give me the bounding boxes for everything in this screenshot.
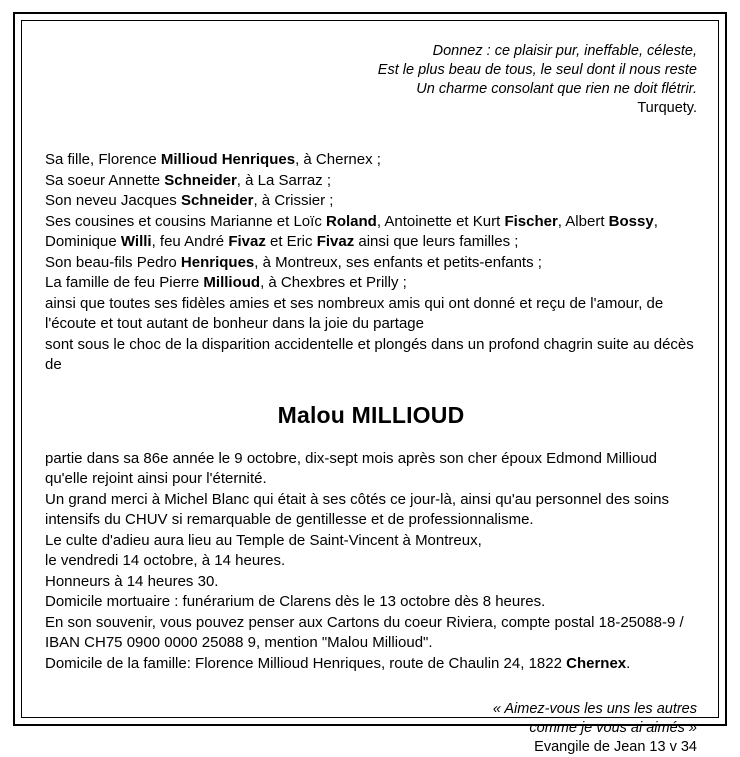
- bottom-epigraph: [45, 700, 697, 757]
- document-content: [45, 34, 697, 755]
- obituary-body-block: [45, 449, 697, 675]
- family-line: La famille de feu Pierre Millioud, à Chexbres et Prilly ;: [45, 274, 407, 291]
- body-line: Domicile de la famille: Florence Millioud Henriques, route de Chaulin 24, 1822 Chernex.: [45, 654, 631, 672]
- bottom-epigraph-line: comme je vous ai aimés »: [529, 720, 697, 736]
- body-line: le vendredi 14 octobre, à 14 heures.: [45, 552, 286, 569]
- family-line: ainsi que toutes ses fidèles amies et ses nombreux amis qui ont donné et reçu de l'amour, de l'écoute et tout autant de bonheur dans la joie du partage: [45, 294, 664, 332]
- body-line: Domicile mortuaire : funérarium de Clarens dès le 13 octobre dès 8 heures.: [45, 593, 546, 610]
- top-epigraph-line: Un charme consolant que rien ne doit flétrir.: [416, 81, 697, 97]
- family-line: Sa soeur Annette Schneider, à La Sarraz ;: [45, 171, 332, 189]
- body-line: Le culte d'adieu aura lieu au Temple de Saint-Vincent à Montreux,: [45, 531, 482, 549]
- body-line: Un grand merci à Michel Blanc qui était à ses côtés ce jour-là, ainsi qu'au personnel des soins intensifs du CHUV si remarquable de gentillesse et de professionnalisme.: [45, 490, 670, 528]
- top-epigraph-line: Est le plus beau de tous, le seul dont il nous reste: [377, 62, 697, 78]
- family-announcement-block: [45, 150, 697, 376]
- top-epigraph: [45, 34, 697, 118]
- family-line: Son neveu Jacques Schneider, à Crissier ;: [45, 192, 334, 209]
- family-line: Son beau-fils Pedro Henriques, à Montreux, ses enfants et petits-enfants ;: [45, 253, 542, 271]
- family-line: sont sous le choc de la disparition accidentelle et plongés dans un profond chagrin suite au décès de: [45, 335, 694, 373]
- deceased-name: Malou MILLIOUD: [277, 401, 465, 428]
- family-line: Sa fille, Florence Millioud Henriques, à Chernex ;: [45, 151, 381, 168]
- bottom-epigraph-source: Evangile de Jean 13 v 34: [534, 739, 697, 755]
- top-epigraph-line: Donnez : ce plaisir pur, ineffable, céleste,: [432, 43, 697, 59]
- body-line: partie dans sa 86e année le 9 octobre, dix-sept mois après son cher époux Edmond Millioud qu'elle rejoint ainsi pour l'éternité.: [45, 449, 658, 487]
- bottom-epigraph-line: « Aimez-vous les uns les autres: [492, 701, 697, 717]
- top-epigraph-author: Turquety.: [637, 100, 697, 116]
- body-line: Honneurs à 14 heures 30.: [45, 572, 219, 590]
- family-line: Ses cousines et cousins Marianne et Loïc Roland, Antoinette et Kurt Fischer, Albert Bossy, Dominique Willi, feu André Fivaz et Eric Fivaz ainsi que leurs familles ;: [45, 212, 658, 250]
- body-line: En son souvenir, vous pouvez penser aux Cartons du coeur Riviera, compte postal 18-25088-9 / IBAN CH75 0900 0000 25088 9, mention "Malou Millioud".: [45, 613, 684, 651]
